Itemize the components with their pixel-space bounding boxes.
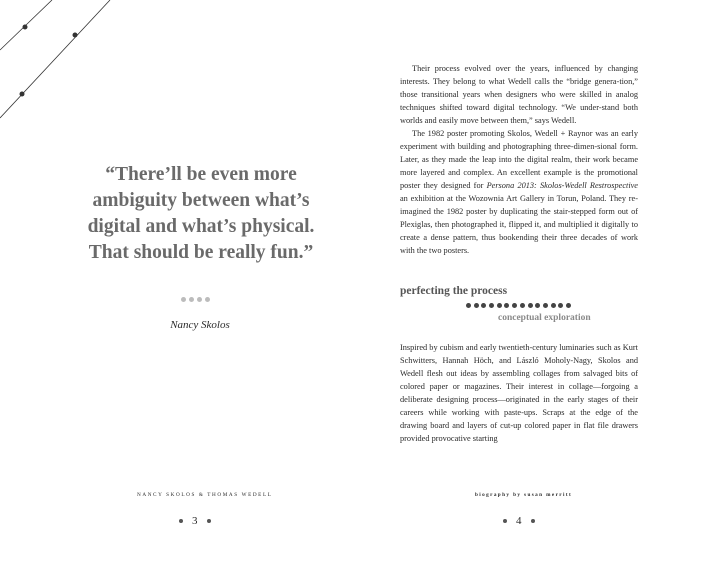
page-dot-icon: [503, 519, 507, 523]
body-text-top: [400, 62, 638, 257]
heading-divider-dots: [466, 303, 571, 308]
running-footer-text: NANCY SKOLOS & THOMAS WEDELL: [137, 492, 273, 498]
right-page: [360, 0, 720, 576]
section-heading: perfecting the process: [400, 285, 508, 297]
divider-dot: [205, 297, 210, 302]
running-footer-text: biography by susan merritt: [475, 492, 573, 498]
page-number-left: [179, 515, 211, 527]
paragraph-text: an exhibition at the Wozownia Art Gallery in Torun, Poland. They re-imagined the 1982 poster by duplicating the stair-stepped form out of Plexiglas, then photographed it, flipped it, and multiplied it digitally to create a dense pattern, thus bookending their three decades of work with the two posters.: [400, 194, 638, 255]
divider-dot: [189, 297, 194, 302]
body-text-bottom: [400, 341, 638, 445]
quote-author: Nancy Skolos: [170, 319, 230, 331]
exhibition-title: Persona 2013: Skolos-Wedell Restrospective: [486, 181, 638, 190]
page-dot-icon: [179, 519, 183, 523]
page-number: 3: [192, 515, 198, 527]
page-number: 4: [516, 515, 522, 527]
deco-dot-3: [20, 92, 25, 97]
paragraph: Their process evolved over the years, influenced by changing interests. They belong to what Wedell calls the “bridge genera-tion,” those transitional years when designers who were skilled in analog techniques shifted toward digital technology. “We under-stand both worlds and easily move between them,” says Wedell.: [400, 64, 638, 125]
page-dot-icon: [207, 519, 211, 523]
decorative-lines: [0, 0, 120, 130]
subheading: conceptual exploration: [498, 313, 591, 323]
paragraph-text: The 1982 poster promoting Skolos, Wedell + Raynor was an early experiment with building and photographing three-dimen-sional form. Later, as they made the leap into the digital realm, their work became more layered and complex. An excellent example is the promotional poster they designed for: [400, 129, 638, 190]
paragraph: [400, 127, 638, 257]
pull-quote: “There’ll be even more ambiguity between what’s digital and what’s physical. That should be really fun.”: [87, 164, 315, 263]
divider-dot: [197, 297, 202, 302]
page-dot-icon: [531, 519, 535, 523]
deco-dot-1: [23, 25, 28, 30]
deco-line-2: [0, 0, 110, 118]
deco-dot-2: [73, 33, 78, 38]
divider-dot: [181, 297, 186, 302]
paragraph: Inspired by cubism and early twentieth-century luminaries such as Kurt Schwitters, Hannah Höch, and László Moholy-Nagy, Skolos and Wedell flesh out ideas by assembling collages from salvaged bits of colored paper or magazines. Their interest in collage—forgoing a deliberate designing process—originated in the early stages of their careers while working with paste-ups. Scraps at the edge of the drawing board and layers of cut-up colored paper in flat file drawers provided provocative starting: [400, 343, 638, 443]
page-number-right: [503, 515, 535, 527]
quote-divider-dots: [181, 297, 210, 302]
